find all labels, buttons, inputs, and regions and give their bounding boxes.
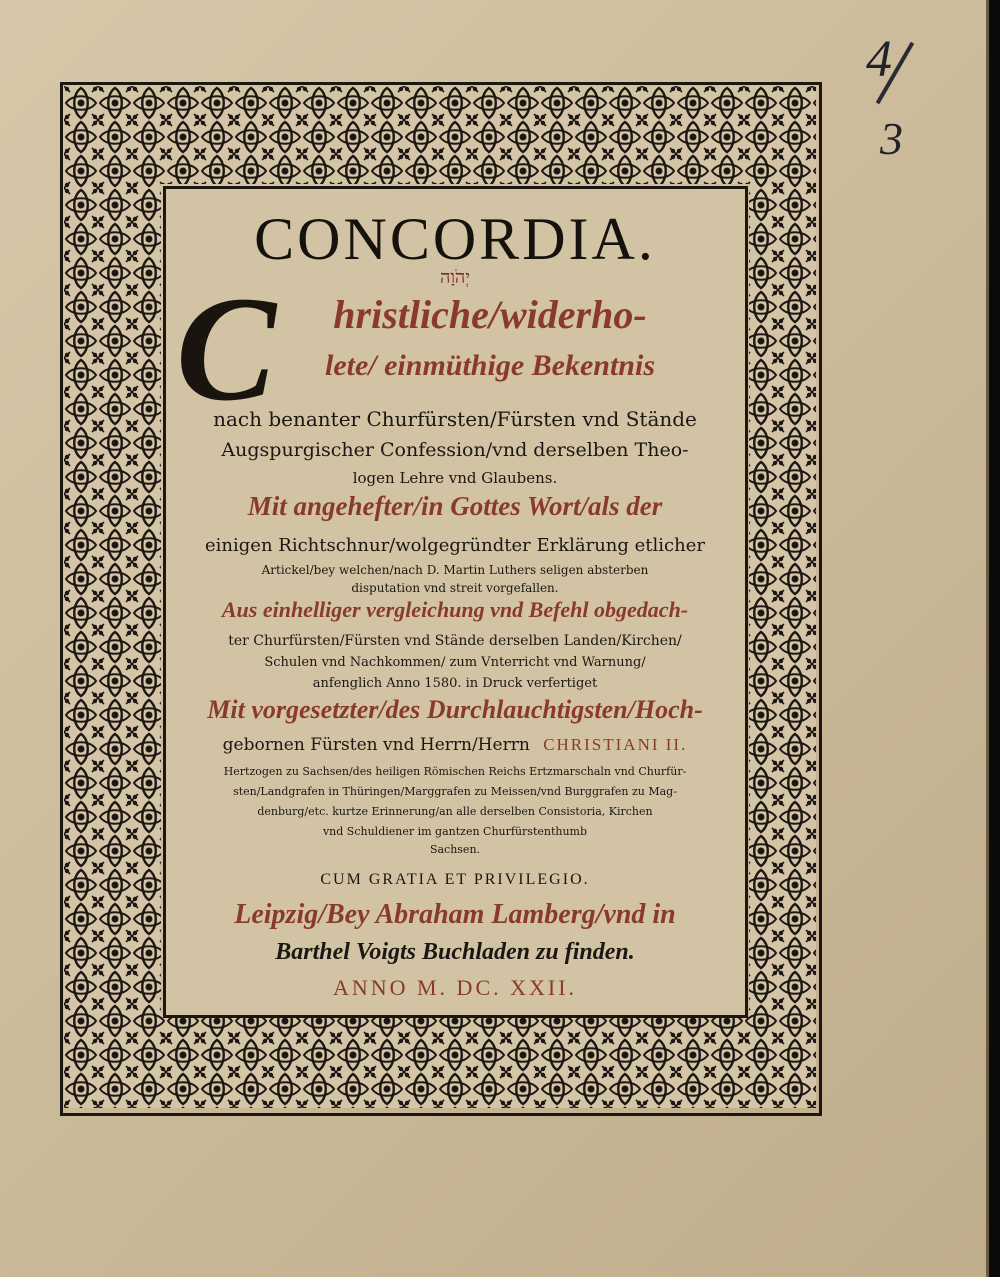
line-3: nach benanter Churfürsten/Fürsten vnd Stände bbox=[213, 407, 697, 431]
line-9: disputation vnd streit vorgefallen. bbox=[351, 581, 559, 595]
drop-capital: C bbox=[176, 266, 277, 432]
line-10: Aus einhelliger vergleichung vnd Befehl obgedach- bbox=[221, 597, 689, 622]
hebrew-tetragrammaton: יְהֹוָה bbox=[439, 267, 471, 288]
line-14: Mit vorgesetzter/des Durchlauchtigsten/Hoch- bbox=[207, 695, 703, 724]
line-21: CUM GRATIA ET PRIVILEGIO. bbox=[320, 871, 590, 888]
line-4: Augspurgischer Confession/vnd derselben Theo- bbox=[221, 439, 689, 461]
margin-note-top: 4 bbox=[866, 31, 892, 88]
line-8: Artickel/bey welchen/nach D. Martin Luthers seligen absterben bbox=[261, 563, 649, 577]
line-12: Schulen vnd Nachkommen/ zum Vnterricht vnd Warnung/ bbox=[264, 655, 646, 670]
line-15 bbox=[170, 735, 740, 755]
line-24: ANNO M. DC. XXII. bbox=[332, 975, 578, 1000]
line-17: sten/Landgrafen in Thüringen/Marggrafen zu Meissen/vnd Burggrafen zu Mag- bbox=[233, 785, 677, 798]
line-23: Barthel Voigts Buchladen zu finden. bbox=[275, 939, 635, 965]
title-text-block bbox=[170, 195, 740, 1005]
line-1: hristliche/widerho- bbox=[333, 292, 647, 337]
line-20: Sachsen. bbox=[429, 843, 481, 856]
line-22: Leipzig/Bey Abraham Lamberg/vnd in bbox=[234, 899, 676, 930]
line-18: denburg/etc. kurtze Erinnerung/an alle derselben Consistoria, Kirchen bbox=[257, 805, 653, 818]
margin-note-bottom: 3 bbox=[880, 113, 903, 164]
line-19: vnd Schuldiener im gantzen Churfürstenthumb bbox=[322, 825, 588, 838]
line-15-name: CHRISTIANI II. bbox=[543, 735, 688, 754]
line-16: Hertzogen zu Sachsen/des heiligen Römischen Reichs Ertzmarschaln vnd Churfür- bbox=[223, 765, 687, 778]
line-2: lete/ einmüthige Bekentnis bbox=[324, 349, 655, 382]
line-15-text: gebornen Fürsten vnd Herrn/Herrn bbox=[222, 735, 530, 755]
line-7: einigen Richtschnur/wolgegründter Erklärung etlicher bbox=[205, 535, 705, 556]
line-13: anfenglich Anno 1580. in Druck verfertiget bbox=[312, 676, 598, 691]
main-title: CONCORDIA. bbox=[254, 206, 656, 272]
line-11: ter Churfürsten/Fürsten vnd Stände derselben Landen/Kirchen/ bbox=[228, 633, 682, 649]
line-5: logen Lehre vnd Glaubens. bbox=[352, 469, 558, 487]
line-6: Mit angehefter/in Gottes Wort/als der bbox=[247, 491, 663, 521]
